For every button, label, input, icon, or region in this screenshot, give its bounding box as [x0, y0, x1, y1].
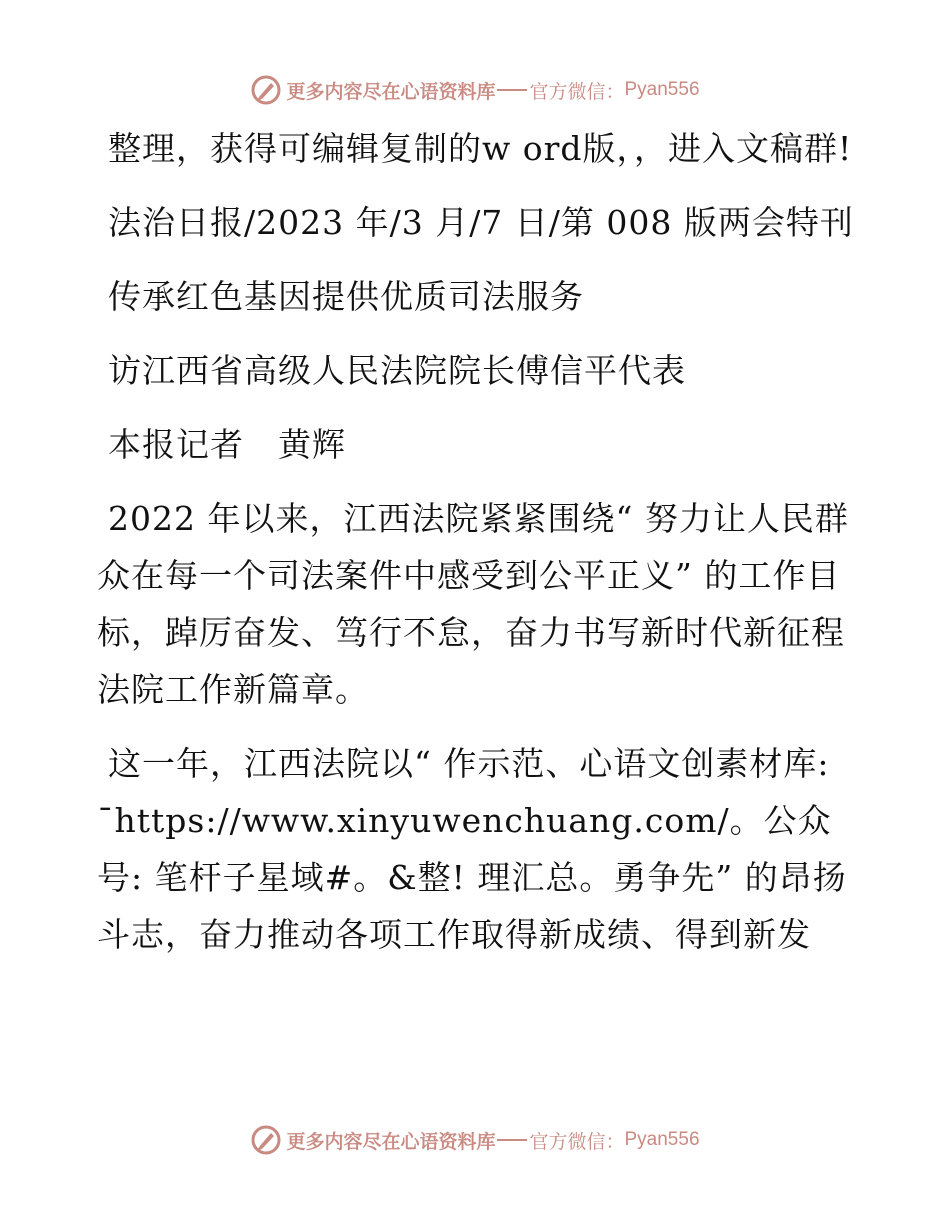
brand-text: 更多内容尽在心语资料库 — [286, 80, 496, 103]
paragraph-body-2: 这一年，江西法院以“ 作示范、心语文创素材库: ¯https://www.xinyuwenchuang.com/。公众号: 笔杆子星域#。&整! 理汇总。勇争先” 的昂扬斗志，奋力推动各项工作取得新成绩、得到新发 — [97, 744, 847, 954]
header-watermark-banner — [0, 70, 950, 110]
article-title: 传承红色基因提供优质司法服务 — [108, 277, 584, 316]
banner-dash — [497, 1139, 527, 1141]
document-body — [97, 120, 857, 980]
pen-logo-icon — [250, 74, 282, 106]
article-byline: 本报记者 黄辉 — [108, 425, 346, 464]
paragraph-intro: 整理，获得可编辑复制的w ord版，，进入文稿群! — [108, 129, 853, 168]
official-label: 官方微信： — [529, 80, 625, 103]
footer-watermark-banner — [0, 1120, 950, 1160]
article-subtitle: 访江西省高级人民法院院长傅信平代表 — [108, 351, 686, 390]
brand-text: 更多内容尽在心语资料库 — [286, 1130, 496, 1153]
wechat-id: Pyan556 — [624, 79, 700, 100]
paragraph-body-1: 2022 年以来，江西法院紧紧围绕“ 努力让人民群众在每一个司法案件中感受到公平正义” 的工作目标，踔厉奋发、笃行不怠，奋力书写新时代新征程法院工作新篇章。 — [97, 499, 849, 709]
paragraph-source: 法治日报/2023 年/3 月/7 日/第 008 版两会特刊 — [108, 203, 854, 242]
pen-logo-icon — [250, 1124, 282, 1156]
official-label: 官方微信： — [529, 1130, 625, 1153]
wechat-id: Pyan556 — [624, 1129, 700, 1150]
banner-dash — [497, 89, 527, 91]
